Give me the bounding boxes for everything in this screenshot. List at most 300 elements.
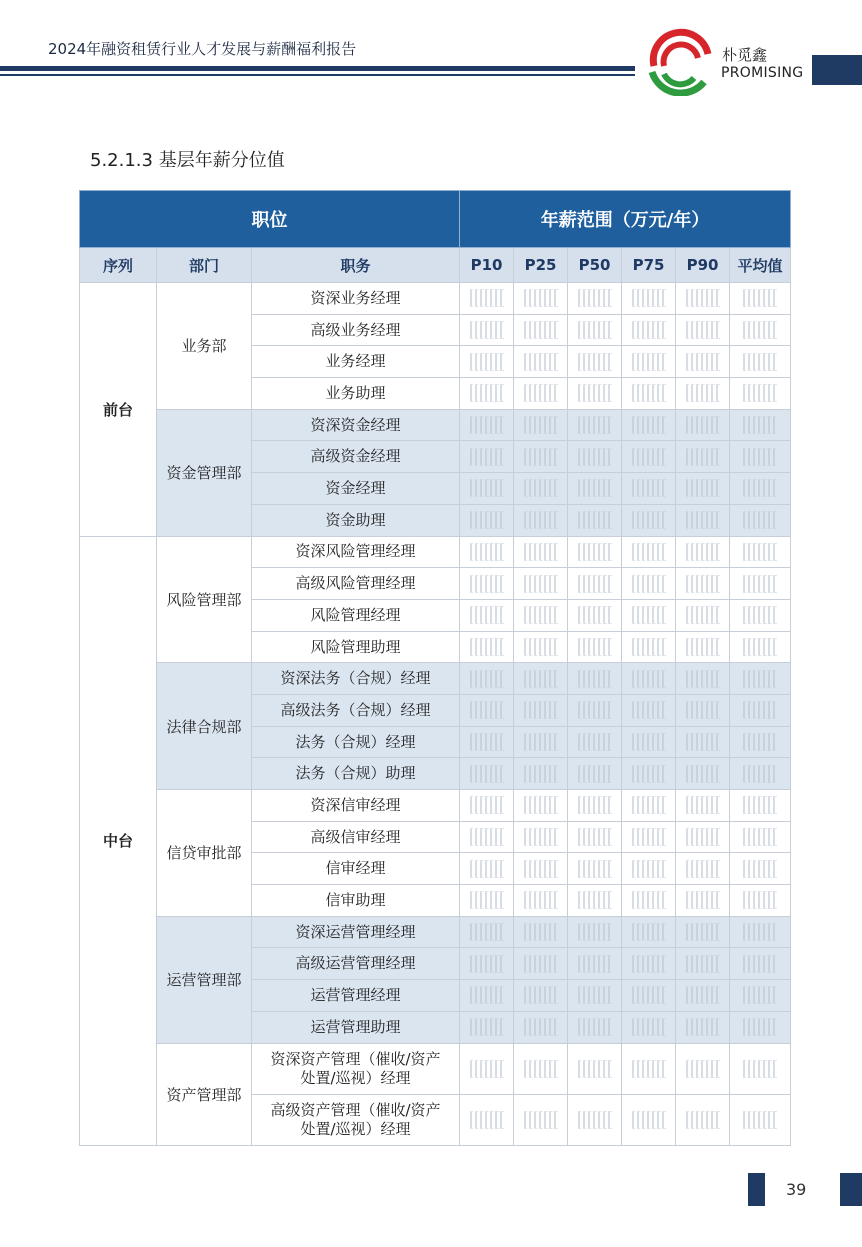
redacted-value [632,986,666,1004]
obscured-salary-cell [622,599,676,631]
redacted-value [686,796,720,814]
obscured-salary-cell [460,1043,514,1094]
obscured-salary-cell [568,663,622,695]
obscured-salary-cell [676,821,730,853]
obscured-salary-cell [460,916,514,948]
redacted-value [578,543,612,561]
redacted-value [470,321,504,339]
redacted-value [686,543,720,561]
redacted-value [578,479,612,497]
obscured-salary-cell [514,536,568,568]
position-cell: 高级信审经理 [252,821,460,853]
redacted-value [686,416,720,434]
redacted-value [470,828,504,846]
redacted-value [578,289,612,307]
redacted-value [686,701,720,719]
obscured-salary-cell [676,790,730,822]
obscured-salary-cell [622,631,676,663]
page-bar-left [748,1173,765,1206]
redacted-value [470,543,504,561]
obscured-salary-cell [568,631,622,663]
obscured-salary-cell [568,821,622,853]
header-rule-thin [0,74,635,76]
table-row [80,790,791,822]
column-header: P75 [622,248,676,283]
redacted-value [470,860,504,878]
obscured-salary-cell [568,980,622,1012]
obscured-salary-cell [622,1043,676,1094]
obscured-salary-cell [514,473,568,505]
obscured-salary-cell [676,980,730,1012]
obscured-salary-cell [460,885,514,917]
obscured-salary-cell [676,1011,730,1043]
obscured-salary-cell [730,283,791,315]
obscured-salary-cell [568,790,622,822]
obscured-salary-cell [730,346,791,378]
redacted-value [578,1060,612,1078]
redacted-value [524,1060,558,1078]
obscured-salary-cell [622,409,676,441]
redacted-value [578,448,612,466]
position-cell: 资深业务经理 [252,283,460,315]
position-cell: 法务（合规）经理 [252,726,460,758]
obscured-salary-cell [568,1094,622,1145]
obscured-salary-cell [622,314,676,346]
redacted-value [524,289,558,307]
promising-logo-icon [646,26,716,96]
obscured-salary-cell [568,1011,622,1043]
redacted-value [743,575,777,593]
column-header: P25 [514,248,568,283]
department-cell: 法律合规部 [157,663,252,790]
position-cell: 法务（合规）助理 [252,758,460,790]
redacted-value [743,860,777,878]
redacted-value [524,796,558,814]
obscured-salary-cell [460,536,514,568]
redacted-value [578,733,612,751]
table-row [80,536,791,568]
redacted-value [743,828,777,846]
obscured-salary-cell [622,1011,676,1043]
section-title: 5.2.1.3 基层年薪分位值 [90,150,285,171]
obscured-salary-cell [730,790,791,822]
redacted-value [632,860,666,878]
redacted-value [578,986,612,1004]
obscured-salary-cell [730,473,791,505]
redacted-value [524,955,558,973]
obscured-salary-cell [460,631,514,663]
redacted-value [578,828,612,846]
obscured-salary-cell [514,1094,568,1145]
redacted-value [743,796,777,814]
obscured-salary-cell [730,441,791,473]
redacted-value [632,1018,666,1036]
position-cell: 高级业务经理 [252,314,460,346]
redacted-value [632,638,666,656]
redacted-value [524,733,558,751]
redacted-value [686,860,720,878]
obscured-salary-cell [676,378,730,410]
obscured-salary-cell [730,885,791,917]
redacted-value [743,289,777,307]
obscured-salary-cell [514,885,568,917]
obscured-salary-cell [514,283,568,315]
obscured-salary-cell [568,283,622,315]
obscured-salary-cell [460,758,514,790]
obscured-salary-cell [568,346,622,378]
redacted-value [632,923,666,941]
obscured-salary-cell [568,948,622,980]
redacted-value [470,955,504,973]
obscured-salary-cell [514,1011,568,1043]
obscured-salary-cell [730,568,791,600]
redacted-value [578,1111,612,1129]
redacted-value [524,353,558,371]
redacted-value [524,828,558,846]
redacted-value [470,638,504,656]
obscured-salary-cell [514,346,568,378]
obscured-salary-cell [676,726,730,758]
table-row [80,409,791,441]
logo-name-en: PROMISING [721,65,804,81]
redacted-value [524,479,558,497]
obscured-salary-cell [460,726,514,758]
redacted-value [578,891,612,909]
redacted-value [578,353,612,371]
obscured-salary-cell [514,821,568,853]
obscured-salary-cell [514,726,568,758]
redacted-value [578,638,612,656]
redacted-value [743,891,777,909]
redacted-value [686,384,720,402]
redacted-value [524,606,558,624]
redacted-value [686,1111,720,1129]
obscured-salary-cell [514,694,568,726]
redacted-value [578,575,612,593]
obscured-salary-cell [622,346,676,378]
obscured-salary-cell [622,853,676,885]
redacted-value [524,1018,558,1036]
redacted-value [743,670,777,688]
redacted-value [524,1111,558,1129]
redacted-value [632,384,666,402]
column-header: P90 [676,248,730,283]
redacted-value [743,1018,777,1036]
redacted-value [686,765,720,783]
obscured-salary-cell [676,916,730,948]
header-rule-right-block [812,55,862,85]
redacted-value [686,606,720,624]
redacted-value [470,606,504,624]
obscured-salary-cell [676,694,730,726]
sequence-cell: 前台 [80,283,157,537]
obscured-salary-cell [622,283,676,315]
obscured-salary-cell [460,790,514,822]
obscured-salary-cell [730,853,791,885]
obscured-salary-cell [460,504,514,536]
page-bar-right [840,1173,862,1206]
obscured-salary-cell [730,599,791,631]
obscured-salary-cell [676,853,730,885]
redacted-value [578,670,612,688]
obscured-salary-cell [514,631,568,663]
obscured-salary-cell [622,441,676,473]
redacted-value [632,891,666,909]
obscured-salary-cell [568,758,622,790]
redacted-value [632,575,666,593]
page-number: 39 [786,1180,807,1199]
table-row [80,663,791,695]
obscured-salary-cell [514,1043,568,1094]
redacted-value [686,448,720,466]
redacted-value [632,701,666,719]
redacted-value [470,353,504,371]
position-cell: 资深信审经理 [252,790,460,822]
obscured-salary-cell [622,504,676,536]
obscured-salary-cell [622,758,676,790]
obscured-salary-cell [676,346,730,378]
department-cell: 业务部 [157,283,252,410]
redacted-value [686,733,720,751]
obscured-salary-cell [622,473,676,505]
position-cell: 资深资金经理 [252,409,460,441]
redacted-value [686,479,720,497]
group-header-salary: 年薪范围（万元/年） [460,191,791,248]
redacted-value [686,1060,720,1078]
redacted-value [578,1018,612,1036]
obscured-salary-cell [676,663,730,695]
obscured-salary-cell [568,916,622,948]
column-header: P50 [568,248,622,283]
obscured-salary-cell [460,694,514,726]
obscured-salary-cell [460,473,514,505]
redacted-value [632,670,666,688]
redacted-value [470,1060,504,1078]
redacted-value [470,448,504,466]
obscured-salary-cell [622,568,676,600]
obscured-salary-cell [676,1094,730,1145]
obscured-salary-cell [568,599,622,631]
obscured-salary-cell [676,885,730,917]
redacted-value [632,543,666,561]
redacted-value [578,955,612,973]
redacted-value [524,575,558,593]
obscured-salary-cell [730,1011,791,1043]
obscured-salary-cell [514,599,568,631]
redacted-value [632,289,666,307]
obscured-salary-cell [460,948,514,980]
obscured-salary-cell [514,568,568,600]
obscured-salary-cell [730,378,791,410]
obscured-salary-cell [676,599,730,631]
redacted-value [686,638,720,656]
redacted-value [470,923,504,941]
sequence-cell: 中台 [80,536,157,1145]
obscured-salary-cell [622,790,676,822]
position-cell: 高级法务（合规）经理 [252,694,460,726]
redacted-value [632,796,666,814]
redacted-value [686,321,720,339]
redacted-value [578,796,612,814]
redacted-value [524,543,558,561]
position-cell: 信审助理 [252,885,460,917]
redacted-value [470,733,504,751]
obscured-salary-cell [568,409,622,441]
redacted-value [686,955,720,973]
obscured-salary-cell [730,1094,791,1145]
redacted-value [524,701,558,719]
redacted-value [686,828,720,846]
obscured-salary-cell [676,1043,730,1094]
redacted-value [632,606,666,624]
salary-percentile-table [79,190,790,1146]
redacted-value [632,479,666,497]
redacted-value [686,289,720,307]
redacted-value [632,321,666,339]
obscured-salary-cell [676,473,730,505]
redacted-value [632,1111,666,1129]
position-cell: 风险管理助理 [252,631,460,663]
obscured-salary-cell [514,758,568,790]
position-cell: 高级资金经理 [252,441,460,473]
redacted-value [743,479,777,497]
obscured-salary-cell [676,568,730,600]
obscured-salary-cell [622,694,676,726]
redacted-value [743,416,777,434]
redacted-value [578,765,612,783]
redacted-value [686,986,720,1004]
table-row [80,1043,791,1094]
department-cell: 信贷审批部 [157,790,252,917]
obscured-salary-cell [730,916,791,948]
redacted-value [524,860,558,878]
obscured-salary-cell [568,1043,622,1094]
obscured-salary-cell [622,821,676,853]
redacted-value [578,701,612,719]
obscured-salary-cell [730,758,791,790]
obscured-salary-cell [730,980,791,1012]
obscured-salary-cell [676,409,730,441]
obscured-salary-cell [514,790,568,822]
redacted-value [524,416,558,434]
redacted-value [632,353,666,371]
obscured-salary-cell [676,948,730,980]
redacted-value [686,353,720,371]
redacted-value [632,828,666,846]
obscured-salary-cell [730,726,791,758]
group-header-position: 职位 [80,191,460,248]
department-cell: 资产管理部 [157,1043,252,1145]
redacted-value [743,986,777,1004]
table-row [80,916,791,948]
position-cell: 运营管理助理 [252,1011,460,1043]
obscured-salary-cell [460,980,514,1012]
obscured-salary-cell [730,1043,791,1094]
obscured-salary-cell [514,663,568,695]
position-cell: 信审经理 [252,853,460,885]
obscured-salary-cell [622,916,676,948]
obscured-salary-cell [514,948,568,980]
redacted-value [470,1111,504,1129]
obscured-salary-cell [514,853,568,885]
obscured-salary-cell [676,283,730,315]
redacted-value [743,606,777,624]
redacted-value [686,575,720,593]
redacted-value [470,575,504,593]
obscured-salary-cell [622,980,676,1012]
redacted-value [524,891,558,909]
redacted-value [743,733,777,751]
obscured-salary-cell [460,409,514,441]
obscured-salary-cell [460,1011,514,1043]
column-header: 职务 [252,248,460,283]
redacted-value [743,1060,777,1078]
redacted-value [578,606,612,624]
obscured-salary-cell [514,441,568,473]
redacted-value [524,511,558,529]
redacted-value [470,289,504,307]
department-cell: 资金管理部 [157,409,252,536]
redacted-value [686,670,720,688]
obscured-salary-cell [568,536,622,568]
redacted-value [470,986,504,1004]
obscured-salary-cell [622,663,676,695]
obscured-salary-cell [568,726,622,758]
obscured-salary-cell [622,948,676,980]
redacted-value [470,479,504,497]
report-title: 2024年融资租赁行业人才发展与薪酬福利报告 [48,40,357,58]
obscured-salary-cell [622,1094,676,1145]
redacted-value [632,448,666,466]
obscured-salary-cell [514,504,568,536]
redacted-value [632,955,666,973]
obscured-salary-cell [514,980,568,1012]
redacted-value [743,765,777,783]
obscured-salary-cell [568,568,622,600]
redacted-value [524,765,558,783]
redacted-value [632,733,666,751]
redacted-value [686,923,720,941]
column-header: 部门 [157,248,252,283]
obscured-salary-cell [730,631,791,663]
obscured-salary-cell [622,536,676,568]
obscured-salary-cell [568,694,622,726]
redacted-value [524,670,558,688]
obscured-salary-cell [676,758,730,790]
redacted-value [743,543,777,561]
position-cell: 高级风险管理经理 [252,568,460,600]
obscured-salary-cell [460,853,514,885]
obscured-salary-cell [568,504,622,536]
redacted-value [743,448,777,466]
obscured-salary-cell [730,314,791,346]
redacted-value [578,416,612,434]
redacted-value [743,955,777,973]
redacted-value [686,1018,720,1036]
column-header: P10 [460,248,514,283]
redacted-value [470,701,504,719]
redacted-value [632,765,666,783]
redacted-value [743,923,777,941]
obscured-salary-cell [730,821,791,853]
obscured-salary-cell [676,441,730,473]
redacted-value [632,511,666,529]
position-cell: 资深运营管理经理 [252,916,460,948]
obscured-salary-cell [460,568,514,600]
redacted-value [743,321,777,339]
obscured-salary-cell [514,916,568,948]
obscured-salary-cell [460,283,514,315]
